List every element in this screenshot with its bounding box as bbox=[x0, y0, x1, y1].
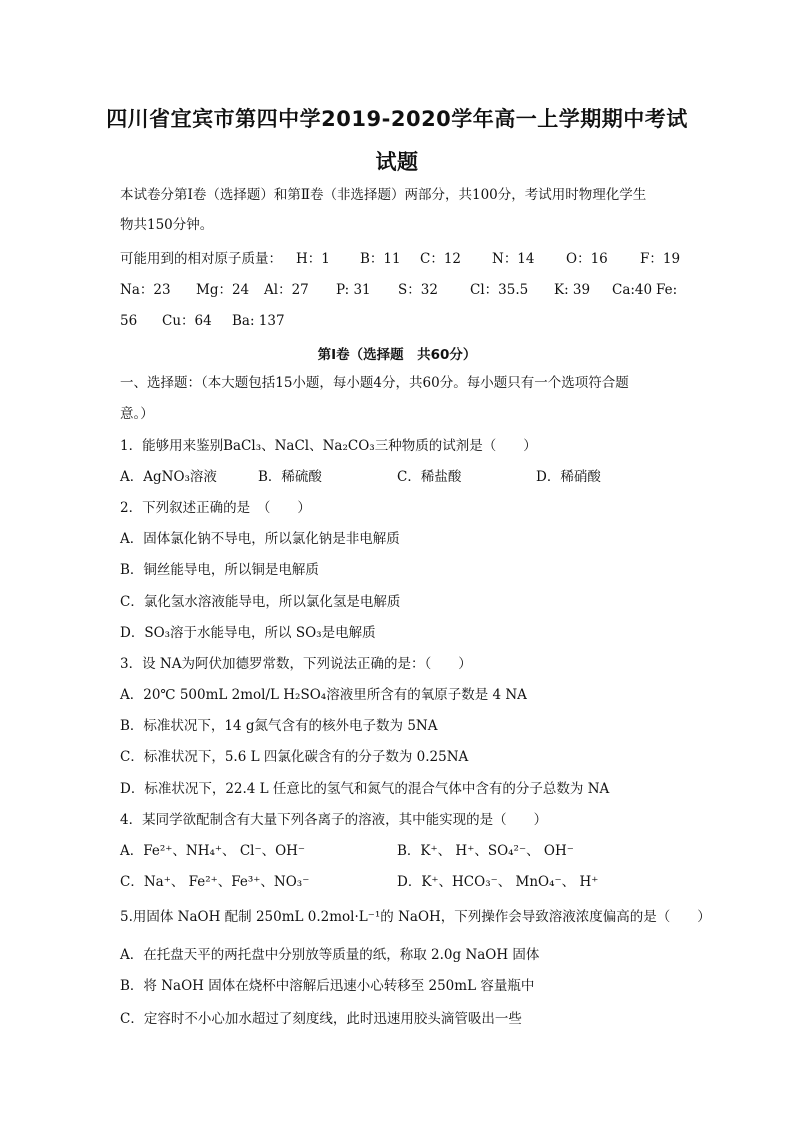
q2-option-a: A．固体氯化钠不导电，所以氯化钠是非电解质 bbox=[120, 531, 400, 547]
mass-f: F：19 bbox=[640, 251, 681, 267]
intro-paragraph-line2: 物共150分钟。 bbox=[120, 217, 214, 233]
mass-fe-label: Fe: bbox=[656, 282, 678, 298]
mass-cu: Cu：64 bbox=[162, 313, 212, 329]
mass-s: S：32 bbox=[398, 282, 438, 298]
q4-stem: 4．某同学欲配制含有大量下列各离子的溶液，其中能实现的是（ ） bbox=[120, 812, 548, 828]
exam-title-line2: 试题 bbox=[375, 150, 419, 174]
q5-option-c: C．定容时不小心加水超过了刻度线，此时迅速用胶头滴管吸出一些 bbox=[120, 1011, 522, 1027]
q5-stem: 5.用固体 NaOH 配制 250mL 0.2mol·L⁻¹的 NaOH，下列操作会导致溶液浓度偏高的是（ ） bbox=[120, 909, 711, 925]
q4-option-b: B．K⁺、 H⁺、SO₄²⁻、 OH⁻ bbox=[397, 843, 574, 859]
q4-option-d: D．K⁺、HCO₃⁻、 MnO₄⁻、 H⁺ bbox=[397, 874, 599, 890]
mass-c: C：12 bbox=[420, 251, 462, 267]
mass-na: Na：23 bbox=[120, 282, 171, 298]
q1-option-d: D．稀硝酸 bbox=[536, 469, 601, 485]
q1-option-c: C．稀盐酸 bbox=[397, 469, 462, 485]
q3-option-c: C．标准状况下，5.6 L 四氯化碳含有的分子数为 0.25NA bbox=[120, 749, 469, 765]
mass-k: K: 39 bbox=[554, 282, 591, 298]
q4-option-a: A．Fe²⁺、NH₄⁺、 Cl⁻、OH⁻ bbox=[120, 843, 306, 859]
q5-option-a: A．在托盘天平的两托盘中分别放等质量的纸，称取 2.0g NaOH 固体 bbox=[120, 947, 540, 963]
mass-n: N：14 bbox=[492, 251, 535, 267]
q3-stem: 3．设 NA为阿伏加德罗常数，下列说法正确的是：（ ） bbox=[120, 656, 472, 672]
q3-option-a: A．20℃ 500mL 2mol/L H₂SO₄溶液里所含有的氧原子数是 4 NA bbox=[120, 687, 527, 703]
section1-instructions-line2: 意。） bbox=[120, 406, 154, 422]
section1-instructions-line1: 一、选择题：（本大题包括15小题，每小题4分，共60分。每小题只有一个选项符合题 bbox=[120, 375, 629, 391]
q5-option-b: B．将 NaOH 固体在烧杯中溶解后迅速小心转移至 250mL 容量瓶中 bbox=[120, 978, 535, 994]
mass-b: B：11 bbox=[360, 251, 401, 267]
q2-option-d: D．SO₃溶于水能导电，所以 SO₃是电解质 bbox=[120, 625, 376, 641]
mass-al: Al：27 bbox=[264, 282, 309, 298]
q1-option-a: A．AgNO₃溶液 bbox=[120, 469, 217, 485]
q1-option-b: B．稀硫酸 bbox=[258, 469, 322, 485]
mass-p: P: 31 bbox=[336, 282, 371, 298]
intro-paragraph-line1: 本试卷分第Ⅰ卷（选择题）和第Ⅱ卷（非选择题）两部分，共100分，考试用时物理化学生 bbox=[120, 187, 647, 203]
mass-cl: Cl：35.5 bbox=[470, 282, 529, 298]
mass-ba: Ba: 137 bbox=[232, 313, 285, 329]
mass-o: O：16 bbox=[566, 251, 608, 267]
q2-stem: 2．下列叙述正确的是 （ ） bbox=[120, 500, 311, 516]
q2-option-c: C．氯化氢水溶液能导电，所以氯化氢是电解质 bbox=[120, 594, 401, 610]
mass-h: H：1 bbox=[296, 251, 330, 267]
section1-heading: 第Ⅰ卷（选择题 共60分） bbox=[317, 347, 477, 363]
mass-ca: Ca:40 bbox=[612, 282, 653, 298]
q3-option-d: D．标准状况下，22.4 L 任意比的氢气和氮气的混合气体中含有的分子总数为 NA bbox=[120, 781, 610, 797]
mass-fe-value: 56 bbox=[120, 313, 138, 329]
atomic-masses-label: 可能用到的相对原子质量： bbox=[120, 251, 282, 267]
exam-title-line1: 四川省宜宾市第四中学2019-2020学年高一上学期期中考试 bbox=[106, 107, 688, 131]
q1-stem: 1．能够用来鉴别BaCl₃、NaCl、Na₂CO₃三种物质的试剂是（ ） bbox=[120, 438, 537, 454]
q2-option-b: B．铜丝能导电，所以铜是电解质 bbox=[120, 562, 319, 578]
mass-mg: Mg：24 bbox=[196, 282, 250, 298]
q3-option-b: B．标准状况下，14 g氮气含有的核外电子数为 5NA bbox=[120, 718, 438, 734]
q4-option-c: C．Na⁺、 Fe²⁺、Fe³⁺、NO₃⁻ bbox=[120, 874, 310, 890]
